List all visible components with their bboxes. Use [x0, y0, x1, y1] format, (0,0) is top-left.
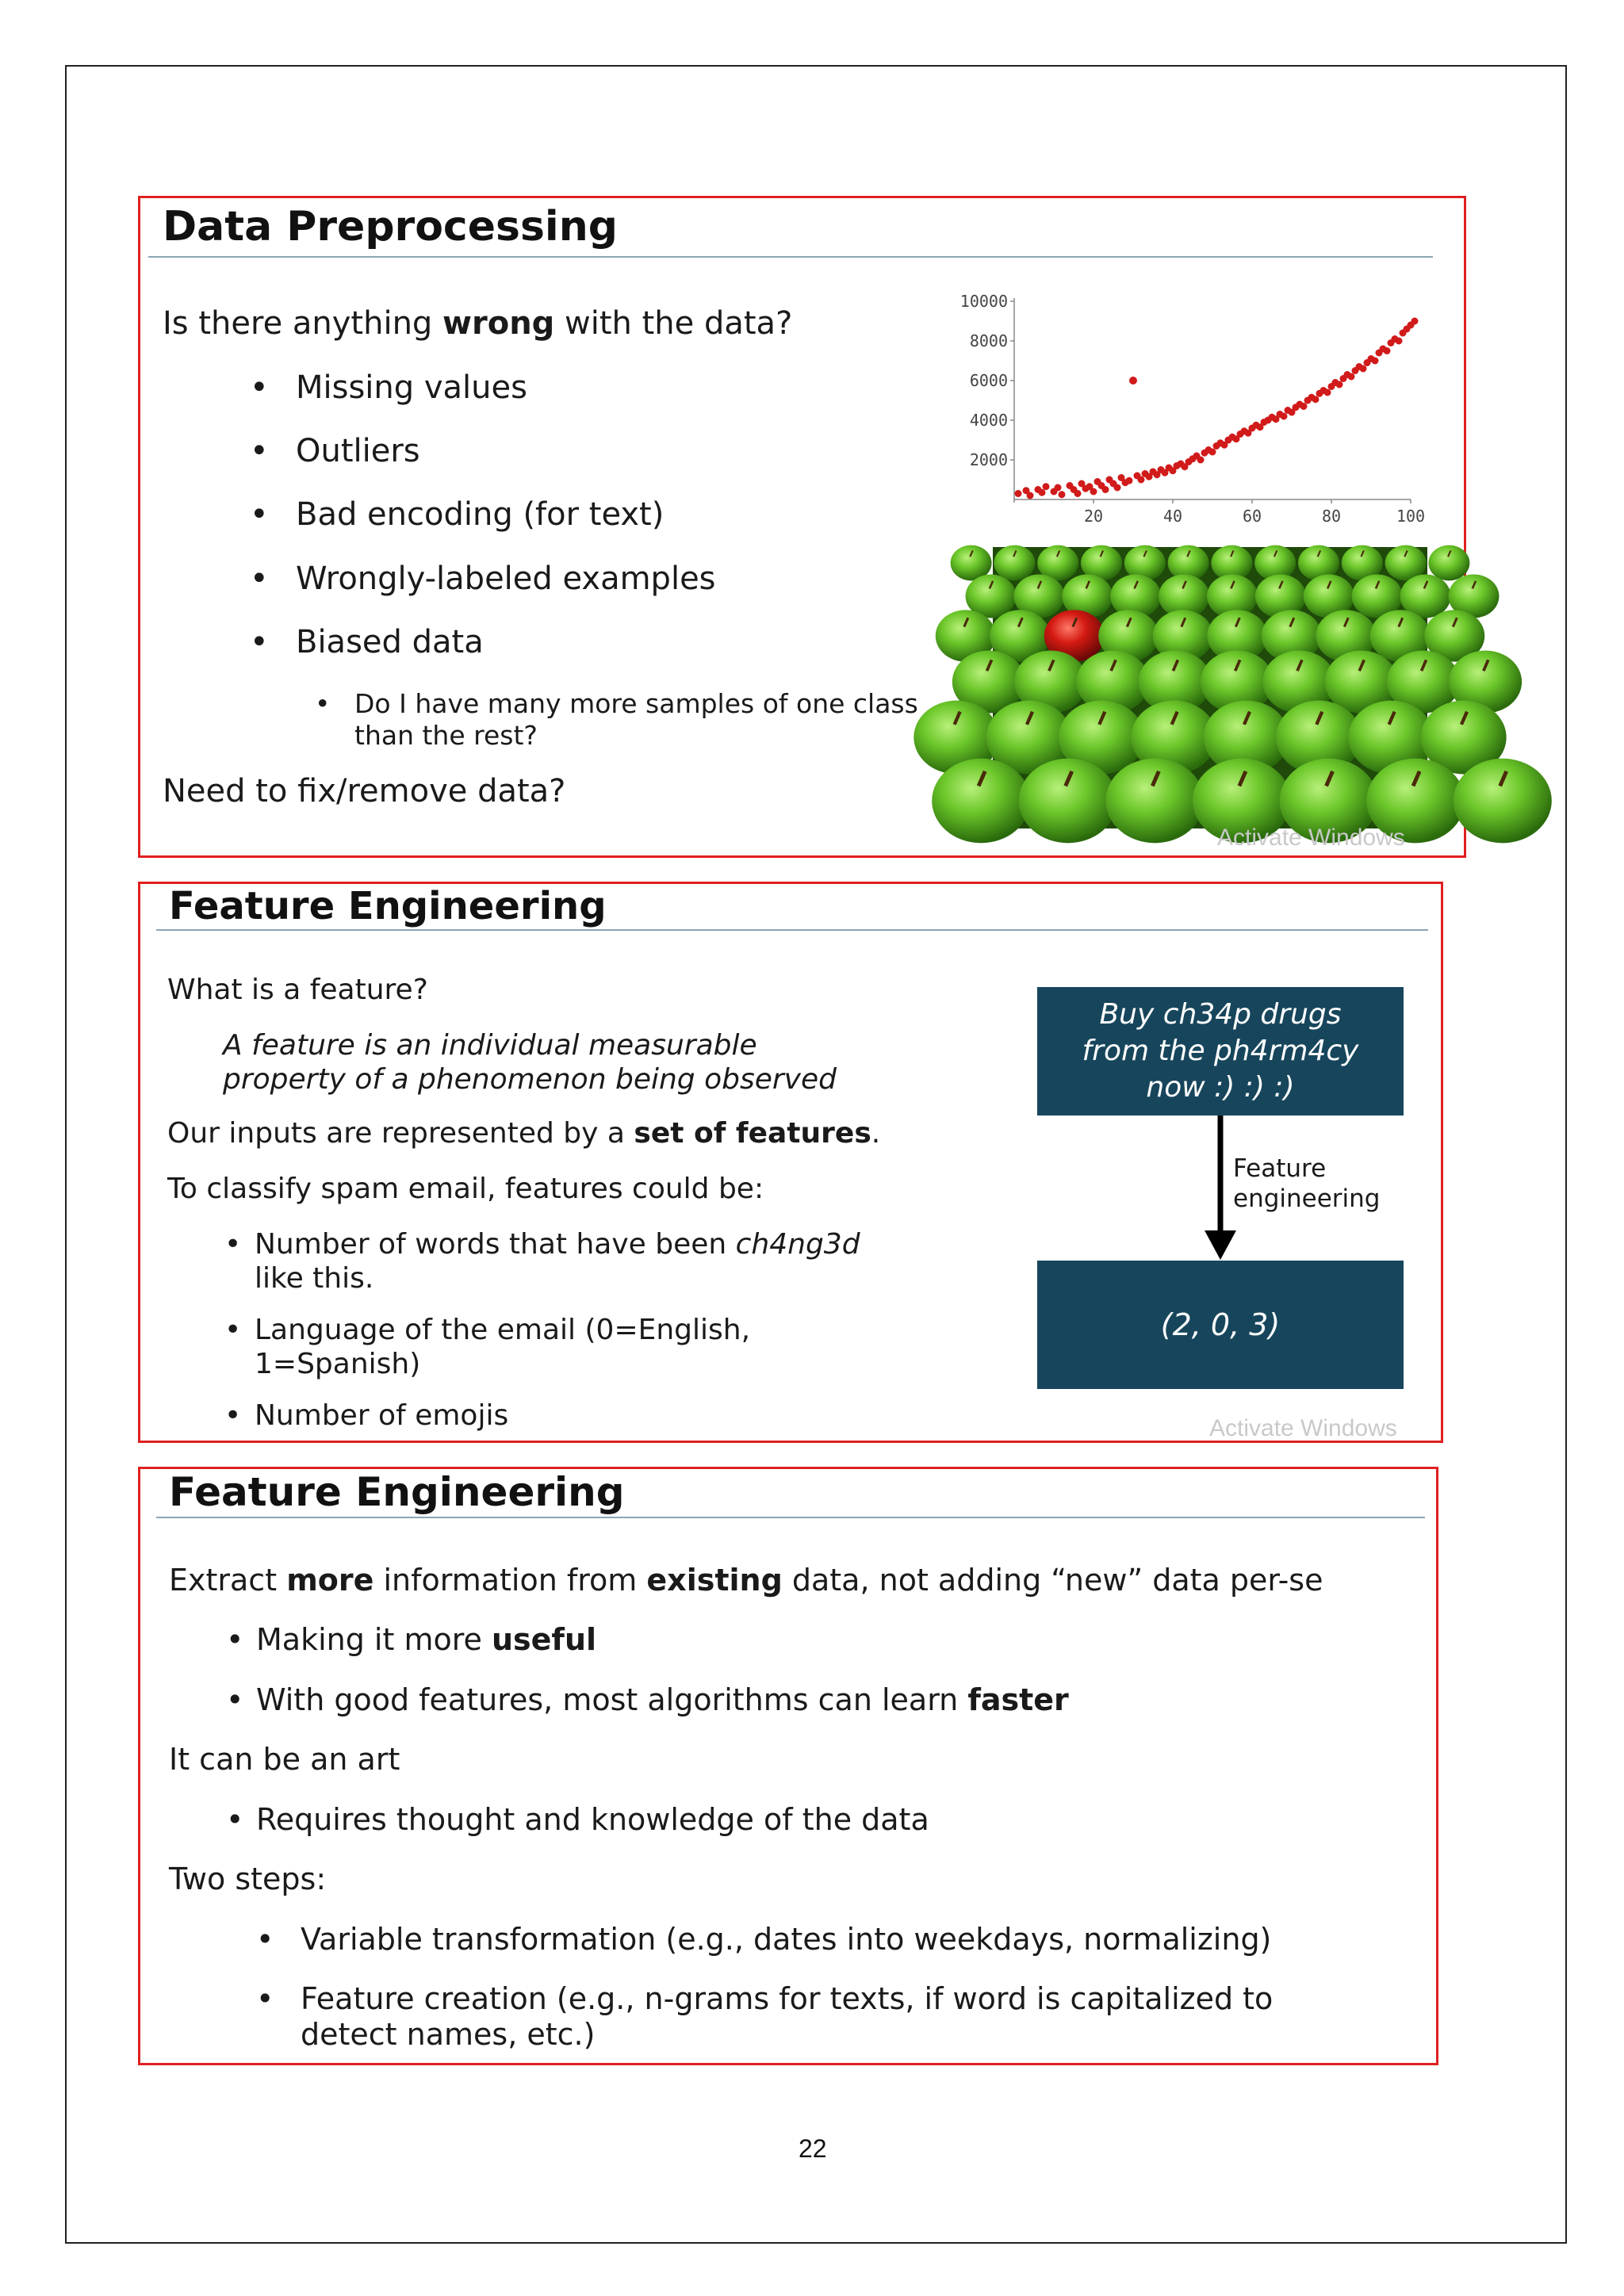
two-steps-line: Two steps: [169, 1862, 327, 1896]
data-point [1043, 483, 1050, 490]
y-tick-label: 4000 [969, 411, 1008, 430]
green-apple [994, 545, 1035, 581]
feature-bullet-language: • Language of the email (0=English, 1=Spanish) [224, 1314, 751, 1380]
step-variable-transformation: • Variable transformation (e.g., dates into weekdays, normalizing) [256, 1922, 1272, 1957]
sub-bullet: • Do I have many more samples of one class than the rest? [315, 688, 918, 751]
activate-windows-watermark: Activate Windows [1217, 825, 1405, 851]
data-point [1126, 477, 1133, 484]
bullet-biased-data: • Biased data [296, 624, 484, 660]
data-point [1027, 492, 1034, 499]
green-apples-red-apple-image [993, 547, 1427, 828]
data-point [1348, 373, 1355, 381]
data-point [1396, 338, 1403, 345]
activate-windows-watermark: Activate Windows [1209, 1415, 1397, 1441]
bullet-useful: • Making it more useful [226, 1622, 597, 1657]
feature-question: What is a feature? [167, 974, 428, 1006]
scatter-chart [959, 292, 1426, 531]
slide-title: Data Preprocessing [163, 203, 618, 251]
bullet-bad-encoding: • Bad encoding (for text) [296, 496, 664, 533]
step-feature-creation: • Feature creation (e.g., n-grams for texts, if word is capitalized to detect names, etc.) [256, 1981, 1274, 2052]
title-rule [156, 1517, 1425, 1518]
slide-title: Feature Engineering [169, 1469, 625, 1515]
feature-bullet-words: • Number of words that have been ch4ng3d like this. [224, 1228, 860, 1295]
bullet-requires-thought: • Requires thought and knowledge of the data [226, 1802, 929, 1837]
data-point [1336, 381, 1343, 388]
data-point [1411, 318, 1419, 325]
extract-line: Extract more information from existing data, not adding “new” data per-se [169, 1563, 1323, 1598]
slide-title: Feature Engineering [169, 884, 607, 928]
x-tick-label: 60 [1242, 507, 1262, 526]
data-point [1312, 396, 1320, 403]
y-tick-label: 6000 [969, 371, 1008, 390]
data-point [1015, 490, 1022, 497]
classify-line: To classify spam email, features could be: [167, 1173, 764, 1205]
x-tick-label: 80 [1321, 507, 1342, 526]
data-point [1039, 489, 1046, 496]
bullet-missing-values: • Missing values [296, 369, 527, 406]
x-tick-label: 20 [1083, 507, 1104, 526]
data-point [1197, 457, 1205, 464]
question-line: Is there anything wrong with the data? [163, 305, 793, 342]
outlier-point [1129, 377, 1137, 385]
x-tick-label: 40 [1162, 507, 1183, 526]
data-point [1372, 358, 1379, 365]
closing-question: Need to fix/remove data? [163, 773, 566, 809]
data-point [1059, 491, 1066, 498]
data-point [1360, 365, 1367, 373]
green-apple [1454, 759, 1552, 844]
green-apple [1428, 545, 1469, 581]
slide-feature-engineering-1 [138, 882, 1443, 1443]
page-number: 22 [799, 2134, 827, 2163]
data-point [1384, 347, 1391, 354]
arrow-label: Feature engineering [1233, 1154, 1381, 1213]
data-point [1300, 403, 1308, 410]
title-rule [156, 929, 1428, 931]
x-tick-label: 100 [1396, 507, 1426, 526]
bullet-faster: • With good features, most algorithms can learn faster [226, 1682, 1069, 1717]
data-point [1114, 484, 1121, 492]
feature-bullet-emojis: • Number of emojis [224, 1399, 509, 1432]
bullet-outliers: • Outliers [296, 433, 420, 469]
feature-vector-box: (2, 0, 3) [1037, 1261, 1404, 1389]
data-point [1102, 486, 1109, 493]
data-point [1324, 389, 1331, 396]
green-apple [932, 759, 1030, 844]
data-point [1055, 484, 1062, 492]
slide-feature-engineering-2 [138, 1467, 1438, 2065]
green-apple [1105, 759, 1204, 844]
data-point [1138, 476, 1145, 484]
title-rule [148, 256, 1433, 258]
y-tick-label: 8000 [969, 331, 1008, 350]
slide-data-preprocessing [138, 196, 1466, 858]
raw-email-box: Buy ch34p drugs from the ph4rm4cy now :) :) :) [1037, 987, 1404, 1115]
bullet-wrongly-labeled: • Wrongly-labeled examples [296, 561, 716, 597]
data-point [1281, 413, 1288, 420]
feature-definition: A feature is an individual measurable property of a phenomenon being observed [223, 1029, 837, 1096]
data-point [1209, 449, 1216, 456]
green-apple [1019, 759, 1117, 844]
art-line: It can be an art [169, 1742, 400, 1777]
y-tick-label: 2000 [969, 450, 1008, 469]
inputs-line: Our inputs are represented by a set of features. [167, 1117, 881, 1150]
data-point [1090, 488, 1097, 496]
data-point [1074, 490, 1082, 497]
y-tick-label: 10000 [959, 292, 1008, 311]
